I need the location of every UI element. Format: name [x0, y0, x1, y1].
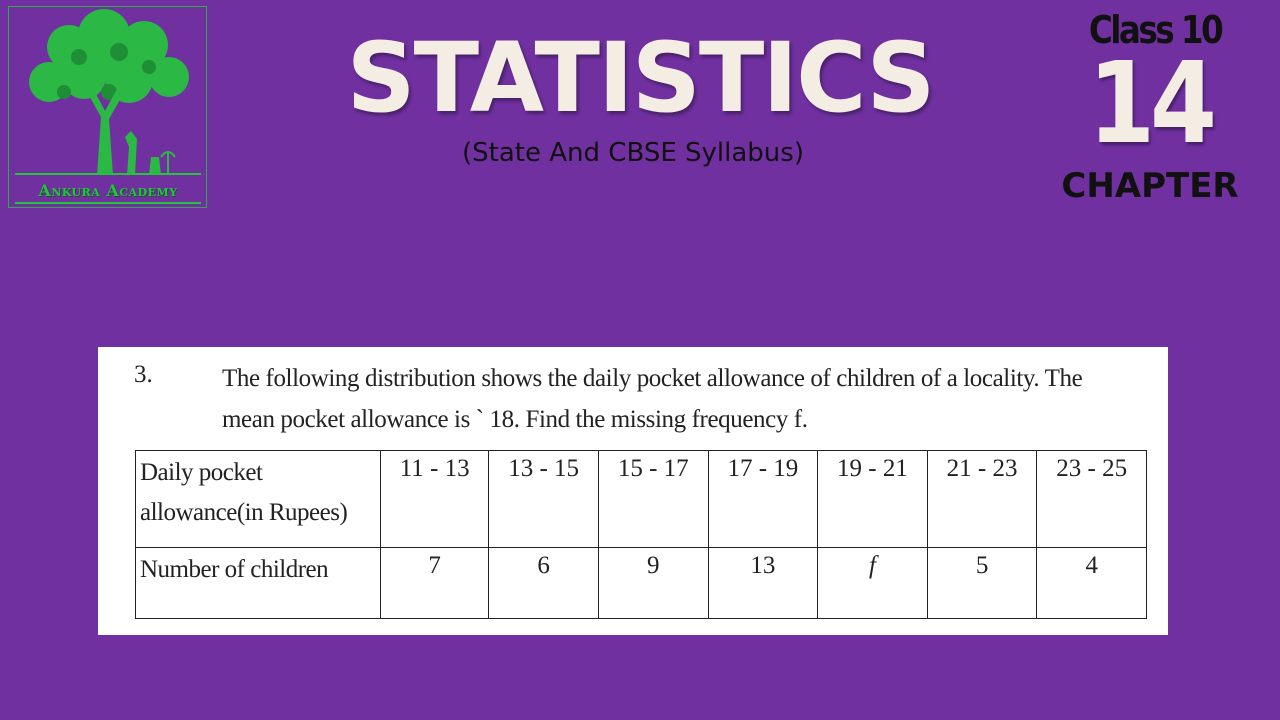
page-title: STATISTICS [346, 22, 934, 134]
tree-icon [9, 7, 207, 208]
logo-text: Ankura Academy [38, 181, 178, 200]
frequency-table [135, 450, 1147, 619]
chapter-label: CHAPTER [1061, 166, 1239, 206]
interval-cell: 17 - 19 [708, 451, 818, 548]
page-subtitle: (State And CBSE Syllabus) [462, 138, 804, 168]
academy-logo [8, 6, 207, 208]
frequency-cell: 13 [708, 548, 818, 619]
table-row-allowance [136, 451, 1147, 548]
row-header-allowance-line-1: Daily pocket [140, 459, 263, 486]
question-text-line-2: mean pocket allowance is ` 18. Find the missing frequency f. [222, 406, 808, 433]
question-card [98, 347, 1168, 635]
frequency-cell: 7 [381, 548, 489, 619]
question-text [222, 358, 1152, 440]
frequency-cell: 6 [489, 548, 599, 619]
class-label: Class 10 [1088, 8, 1222, 52]
row-header-children: Number of children [136, 548, 381, 619]
logo-divider-bottom [15, 202, 201, 204]
frequency-cell: 9 [598, 548, 708, 619]
question-text-line-1: The following distribution shows the daily pocket allowance of children of a locality. The [222, 365, 1083, 392]
interval-cell: 11 - 13 [381, 451, 489, 548]
interval-cell: 21 - 23 [927, 451, 1037, 548]
question-number: 3. [134, 361, 153, 388]
row-header-allowance [136, 451, 381, 548]
chapter-number: 14 [1088, 39, 1212, 169]
interval-cell: 19 - 21 [818, 451, 928, 548]
frequency-cell: 4 [1037, 548, 1147, 619]
logo-divider [15, 173, 201, 175]
interval-cell: 23 - 25 [1037, 451, 1147, 548]
missing-frequency-cell: f [818, 548, 928, 619]
row-header-allowance-line-2: allowance(in Rupees) [140, 499, 348, 526]
interval-cell: 13 - 15 [489, 451, 599, 548]
table-row-children [136, 548, 1147, 619]
interval-cell: 15 - 17 [598, 451, 708, 548]
frequency-cell: 5 [927, 548, 1037, 619]
